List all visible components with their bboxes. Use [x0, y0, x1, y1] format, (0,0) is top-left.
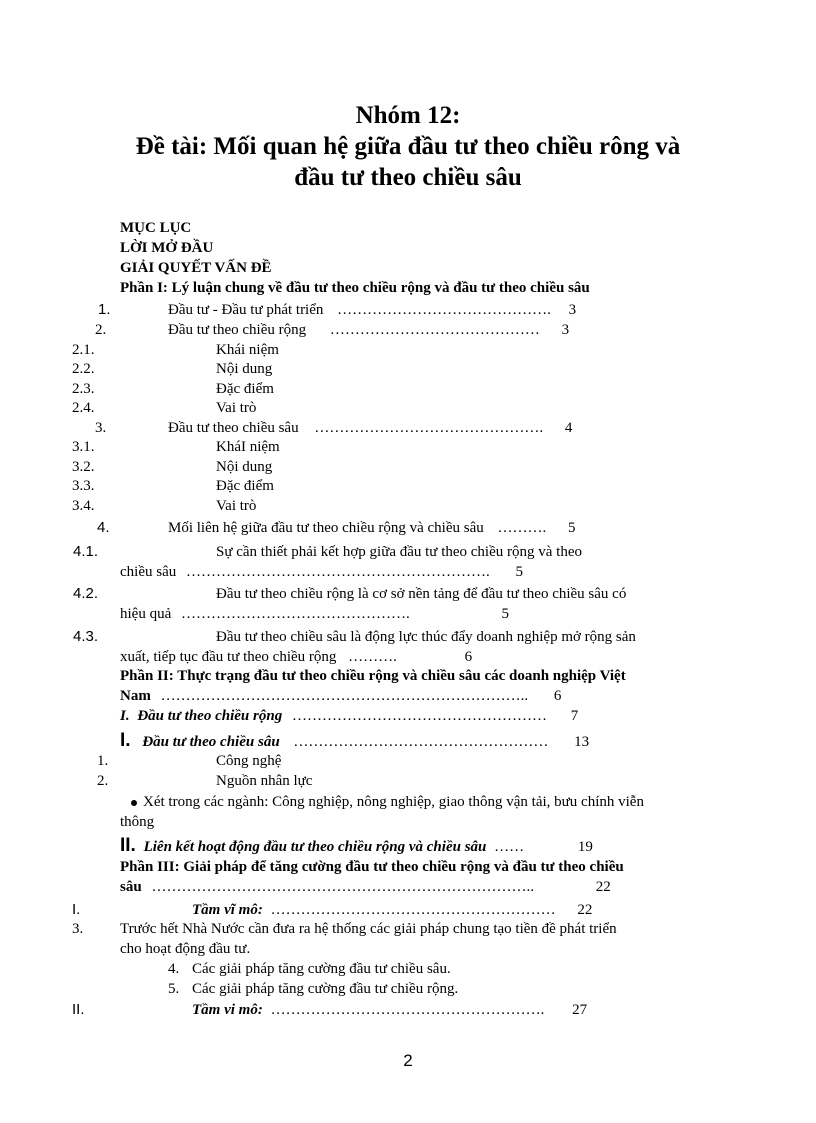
toc-page: 6 — [553, 688, 562, 704]
toc-page: 22 — [577, 902, 593, 918]
page-number: 2 — [403, 1051, 413, 1070]
toc-entry-text: Trước hết Nhà Nước cần đưa ra hệ thống các giải pháp chung tạo tiền đề phát triển — [120, 921, 617, 937]
toc-entry-text: Đầu tư theo chiều sâu là động lực thúc đẩy doanh nghiệp mở rộng sản — [216, 629, 636, 645]
toc-entry-text: Sự cần thiết phải kết hợp giữa đầu tư theo chiều rộng và theo — [216, 544, 582, 560]
toc-phan1-title: Phần I: Lý luận chung về đầu tư theo chiều rộng và đầu tư theo chiều sâu — [120, 280, 590, 296]
toc-number: 2. — [95, 322, 107, 338]
toc-heading: MỤC LỤC — [120, 220, 192, 236]
toc-entry — [120, 836, 593, 857]
toc-entry-text: Đầu tư - Đầu tư phát triển — [168, 302, 324, 318]
toc-sub-entry: Nguồn nhân lực — [216, 773, 313, 789]
toc-number: 4. — [97, 519, 110, 536]
toc-sub-entry: Các giải pháp tăng cường đầu tư chiều sâu. — [192, 961, 451, 977]
toc-leader: ………………………………………………………………….. — [151, 879, 534, 895]
toc-entry-text: Đầu tư theo chiều rộng là cơ sở nền tảng để đầu tư theo chiều sâu có — [216, 586, 627, 602]
toc-sub-entry: KháI niệm — [216, 439, 280, 455]
toc-number: 2.1. — [72, 342, 95, 358]
toc-entry-text: Đầu tư theo chiều sâu — [142, 734, 280, 750]
toc-entry-text: Xét trong các ngành: Công nghiệp, nông nghiệp, giao thông vận tải, bưu chính viễn — [143, 794, 644, 810]
toc-entry — [120, 605, 509, 624]
toc-leader: ……………………………………………………. — [185, 564, 490, 580]
toc-leader: ……………………………………. — [337, 302, 551, 318]
toc-number: 3.2. — [72, 459, 95, 475]
toc-number: I. — [120, 730, 131, 751]
toc-leader: ………………………………………………. — [270, 1002, 545, 1018]
toc-bullet-item — [131, 793, 644, 812]
toc-sub-entry: Đặc điểm — [216, 381, 274, 397]
toc-number: I. — [72, 901, 81, 918]
toc-entry-text: Mối liên hệ giữa đầu tư theo chiều rộng và chiều sâu — [168, 520, 484, 536]
toc-page: 3 — [568, 302, 577, 318]
group-title: Nhóm 12: — [355, 102, 461, 129]
toc-entry — [120, 687, 561, 706]
toc-number: 2.4. — [72, 400, 95, 416]
toc-number: 4.2. — [73, 585, 99, 602]
toc-entry — [192, 901, 592, 920]
toc-number: 1. — [98, 301, 111, 318]
toc-sub-entry: Các giải pháp tăng cường đầu tư chiều rộng. — [192, 981, 459, 997]
toc-entry-text: Tầm vĩ mô: — [192, 902, 263, 918]
toc-leader: ………………………………………………… — [270, 902, 556, 918]
toc-leader: ………. — [497, 520, 547, 536]
toc-entry-text: cho hoạt động đầu tư. — [120, 941, 251, 957]
toc-entry-text: Tầm vi mô: — [192, 1002, 263, 1018]
toc-page: 5 — [515, 564, 523, 580]
toc-entry — [120, 648, 472, 667]
toc-giai-quyet: GIẢI QUYẾT VẤN ĐỀ — [120, 260, 272, 276]
toc-number: 2. — [97, 773, 109, 789]
bullet-icon — [131, 800, 137, 806]
toc-sub-entry: Vai trò — [216, 400, 257, 416]
toc-leader: ………………………………………. — [180, 606, 410, 622]
toc-page: 5 — [568, 520, 576, 536]
toc-entry — [120, 563, 523, 582]
toc-leader: …………………………………… — [329, 322, 540, 338]
toc-sub-entry: Khái niệm — [216, 342, 279, 358]
toc-entry-text: chiều sâu — [120, 564, 177, 580]
toc-page: 22 — [595, 879, 611, 895]
toc-page: 3 — [561, 322, 570, 338]
toc-phan3-title: Phần III: Giải pháp để tăng cường đầu tư theo chiều rộng và đầu tư theo chiều — [120, 859, 624, 875]
toc-number: 5. — [168, 981, 180, 997]
toc-page: 4 — [564, 420, 573, 436]
toc-entry-text: hiệu quả — [120, 606, 172, 622]
toc-number: 3.4. — [72, 498, 95, 514]
toc-number: 2.3. — [72, 381, 95, 397]
toc-entry — [120, 707, 578, 726]
toc-page: 13 — [574, 734, 590, 750]
toc-sub-entry: Công nghệ — [216, 753, 282, 769]
toc-number: 4. — [168, 961, 180, 977]
toc-leader: ………. — [348, 649, 397, 665]
toc-entry — [192, 1001, 587, 1020]
toc-page: 19 — [577, 839, 593, 855]
toc-page: 6 — [464, 649, 473, 665]
toc-bullet-continuation: thông — [120, 814, 155, 830]
toc-leader: …………………………………………… — [293, 734, 549, 750]
toc-page: 7 — [570, 708, 579, 724]
toc-number: 3.3. — [72, 478, 95, 494]
toc-sub-entry: Vai trò — [216, 498, 257, 514]
toc-entry-text: Đầu tư theo chiều rộng — [137, 708, 283, 724]
toc-entry-text: Đầu tư theo chiều rộng — [168, 322, 307, 338]
toc-leader: ………………………………………. — [314, 420, 544, 436]
toc-leader: …………………………………………… — [291, 708, 547, 724]
toc-leader: ……………………………………………………………….. — [160, 688, 529, 704]
toc-entry — [168, 419, 572, 438]
toc-sub-entry: Nội dung — [216, 361, 273, 377]
toc-entry — [120, 731, 589, 752]
toc-number: II. — [120, 835, 136, 856]
toc-page: 27 — [572, 1002, 588, 1018]
toc-phan2-title: Phần II: Thực trạng đầu tư theo chiều rộng và chiều sâu các doanh nghiệp Việt — [120, 668, 626, 684]
toc-entry-text: sâu — [120, 879, 142, 895]
toc-number: 4.1. — [73, 543, 99, 560]
toc-number: 2.2. — [72, 361, 95, 377]
toc-entry — [120, 878, 611, 897]
toc-entry-text: xuất, tiếp tục đầu tư theo chiều rộng — [120, 649, 337, 665]
toc-sub-entry: Đặc điểm — [216, 478, 274, 494]
toc-page: 5 — [501, 606, 509, 622]
toc-entry — [168, 321, 569, 340]
topic-title-line2: đầu tư theo chiều sâu — [294, 164, 522, 191]
toc-leader: …… — [494, 839, 525, 855]
toc-number: 1. — [97, 753, 109, 769]
toc-number: 3. — [72, 921, 84, 937]
toc-entry-text: Nam — [120, 688, 151, 704]
toc-entry — [168, 519, 576, 538]
toc-number: 3.1. — [72, 439, 95, 455]
toc-entry-text: Đầu tư theo chiều sâu — [168, 420, 299, 436]
toc-number: 3. — [95, 420, 107, 436]
toc-entry-text: Liên kết hoạt động đầu tư theo chiều rộng và chiều sâu — [143, 839, 487, 855]
toc-loi-mo-dau: LỜI MỞ ĐẦU — [120, 240, 214, 256]
toc-number: 4.3. — [73, 628, 99, 645]
toc-entry — [168, 301, 576, 320]
toc-number: II. — [72, 1001, 85, 1018]
toc-sub-entry: Nội dung — [216, 459, 273, 475]
toc-number: I. — [120, 708, 130, 724]
topic-title-line1: Đề tài: Mối quan hệ giữa đầu tư theo chiều rông và — [135, 133, 681, 160]
